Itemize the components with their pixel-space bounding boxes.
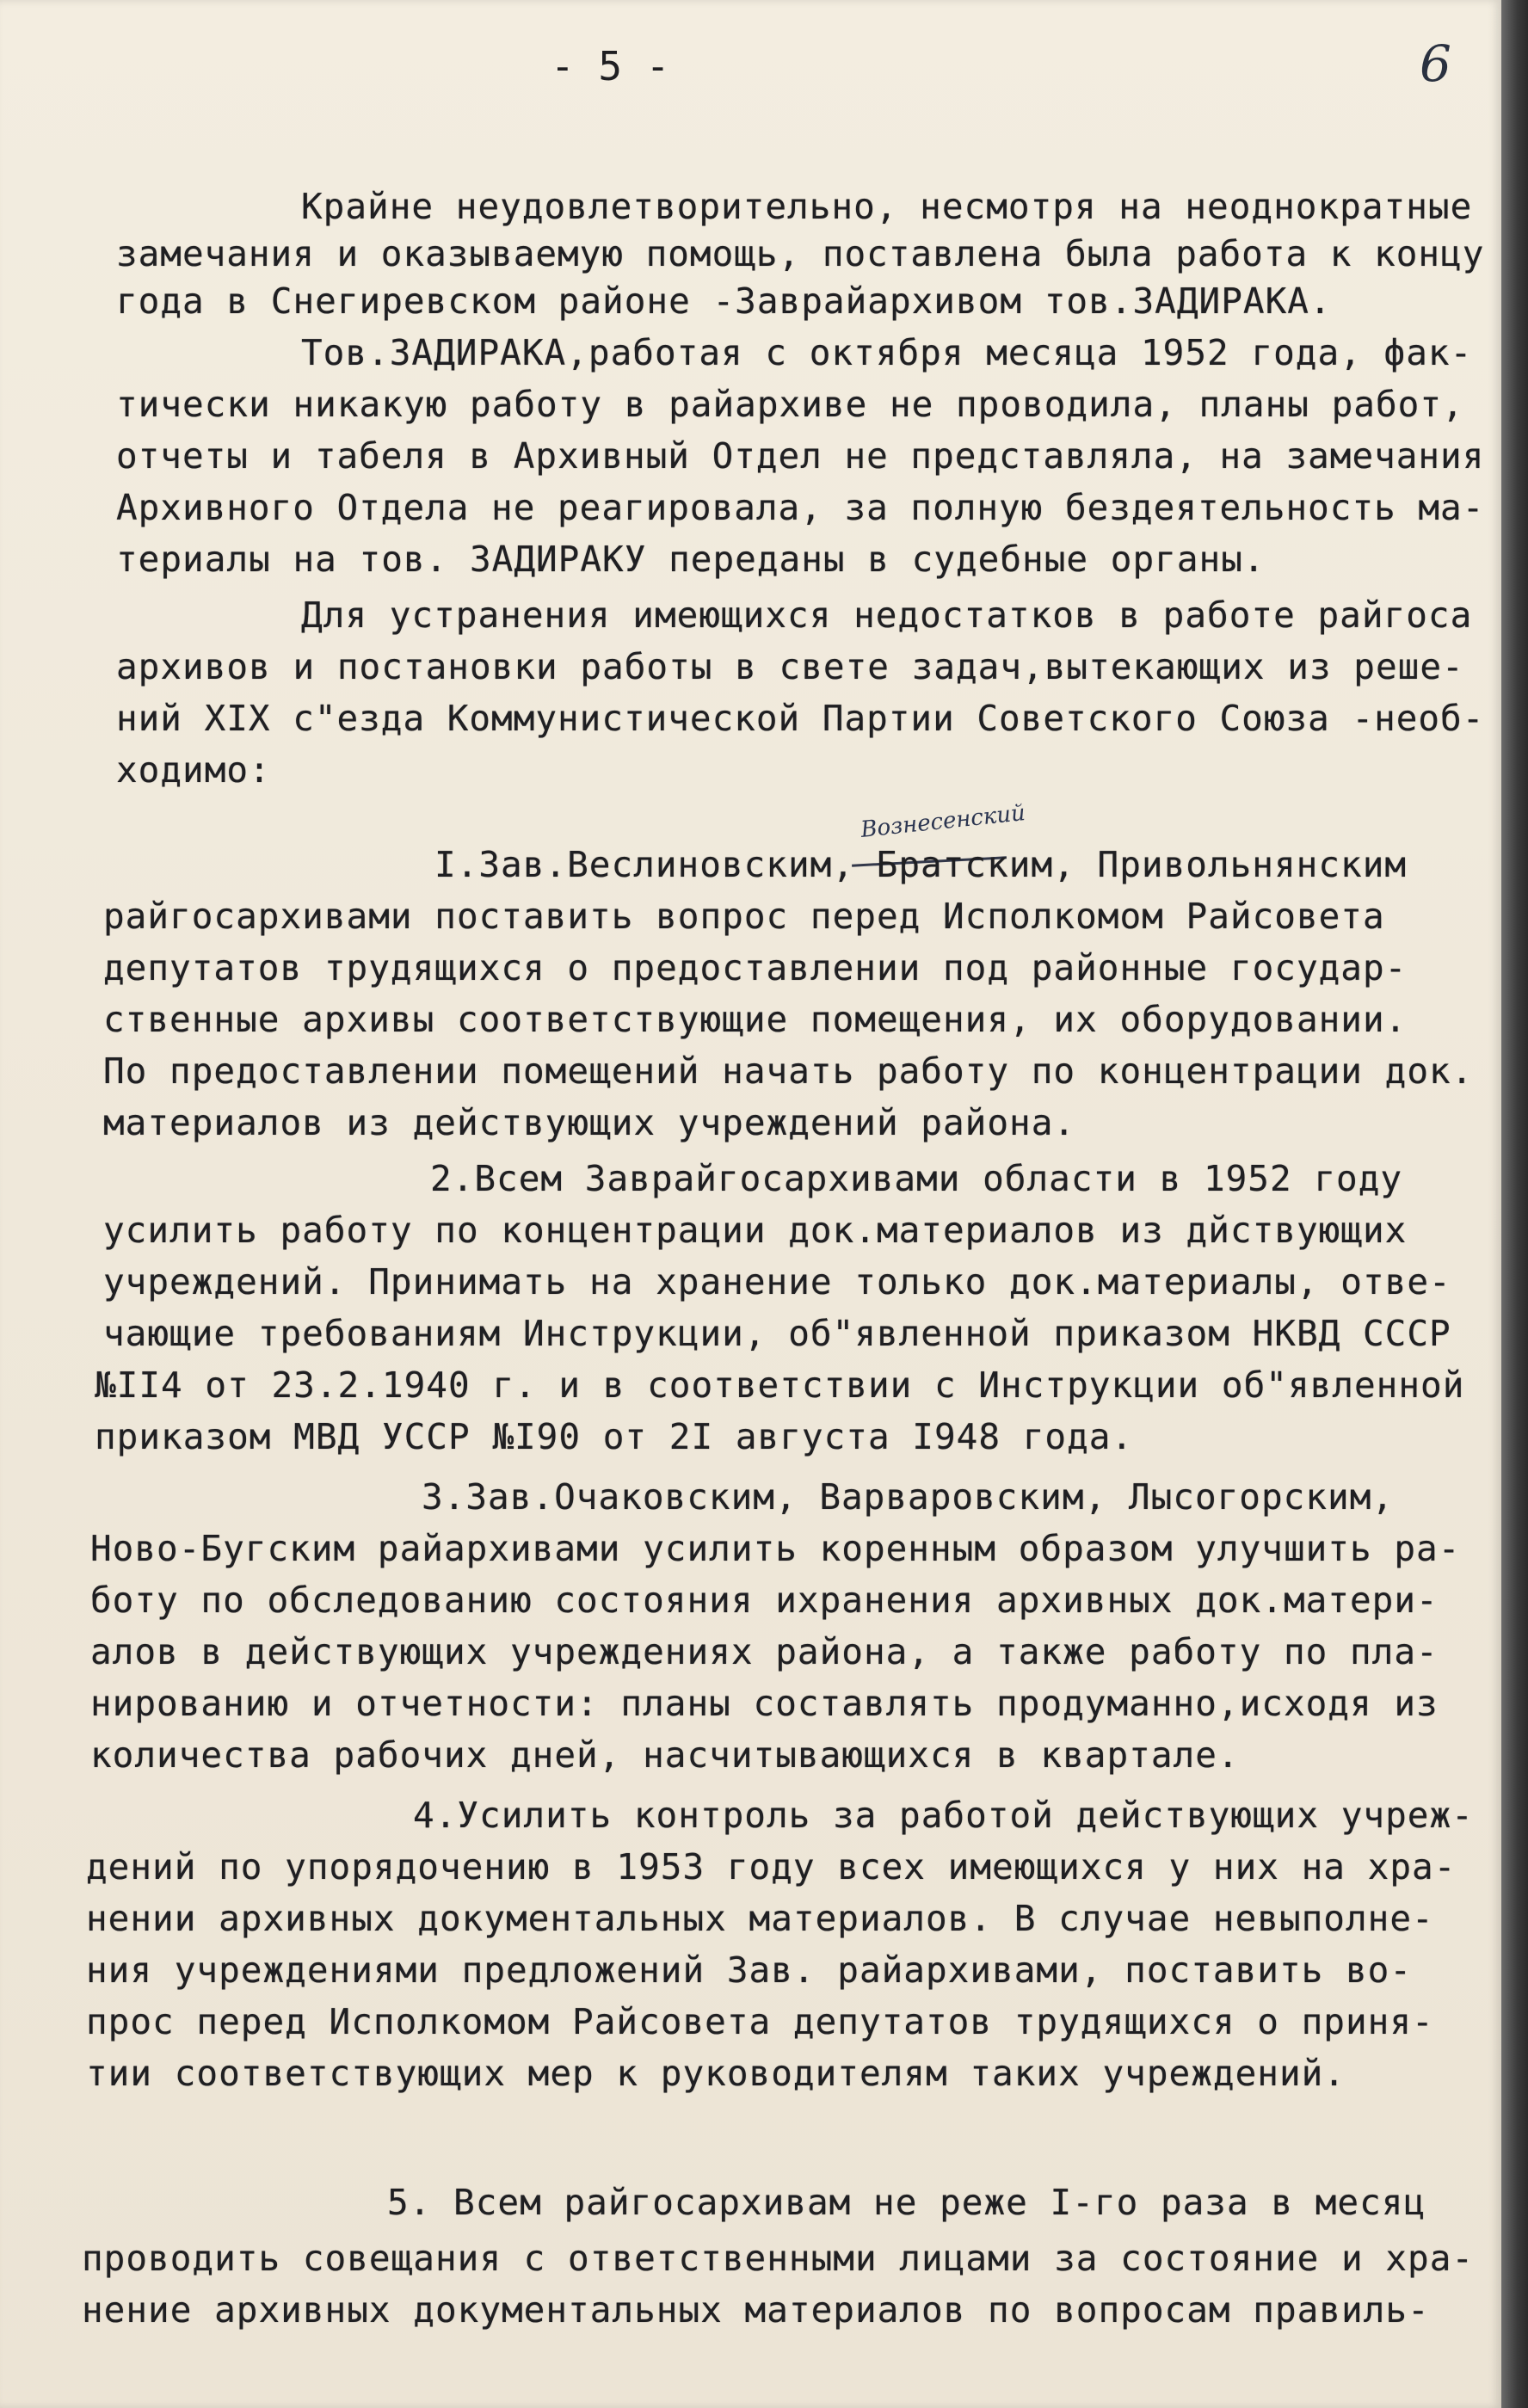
- text-line: алов в действующих учреждениях района, а также работу по пла-: [90, 1631, 1439, 1672]
- text-line: Для устранения имеющихся недостатков в работе райгоса: [301, 594, 1473, 636]
- text-line: года в Снегиревском районе -Завpайархивом тов.ЗАДИРАКА.: [116, 280, 1332, 322]
- typed-page-number: - 5 -: [551, 43, 670, 89]
- text-line: отчеты и табеля в Архивный Отдел не представляла, на замечания: [116, 435, 1485, 477]
- text-line: учреждений. Принимать на хранение только док.материалы, отве-: [103, 1261, 1451, 1303]
- text-line: териалы на тов. ЗАДИРАКУ переданы в судебные органы.: [116, 539, 1266, 580]
- text-line: Архивного Отдела не реагировала, за полную бездеятельность ма-: [116, 487, 1485, 528]
- text-line: ходимо:: [116, 749, 271, 791]
- text-line: I.Зав.Веслиновским, Братским, Привольнянским: [434, 844, 1408, 885]
- text-line: тически никакую работу в райархиве не проводила, планы работ,: [116, 384, 1464, 425]
- text-line: депутатов трудящихся о предоставлении под районные государ-: [103, 947, 1408, 988]
- text-line: приказом МВД УССР №I90 от 2I августа I948 года.: [95, 1416, 1134, 1457]
- text-line: материалов из действующих учреждений района.: [103, 1102, 1076, 1143]
- text-line: количества рабочих дней, насчитывающихся в квартале.: [90, 1734, 1240, 1776]
- text-line: ственные архивы соответствующие помещения, их оборудовании.: [103, 999, 1408, 1040]
- handwritten-insertion: Вознесенский: [859, 800, 1027, 843]
- text-line: ний XIX с"езда Коммунистической Партии Советского Союза -необ-: [116, 698, 1485, 739]
- text-line: тии соответствующих мер к руководителям таких учреждений.: [86, 2053, 1346, 2094]
- text-line: По предоставлении помещений начать работу по концентрации док.: [103, 1050, 1474, 1092]
- text-line: усилить работу по концентрации док.материалов из дйствующих: [103, 1210, 1408, 1251]
- text-line: чающие требованиям Инструкции, об"явленной приказом НКВД СССР: [103, 1313, 1451, 1354]
- text-line: №II4 от 23.2.1940 г. и в соответствии с Инструкции об"явленной: [95, 1364, 1465, 1406]
- text-line: замечания и оказываемую помощь, поставлена была работа к концу: [116, 233, 1485, 274]
- text-line: ния учреждениями предложений Зав. райархивами, поставить во-: [86, 1949, 1413, 1991]
- text-line: Тов.ЗАДИРАКА,работая с октября месяца 1952 года, фак-: [301, 332, 1473, 373]
- text-line: 4.Усилить контроль за работой действующих учреж-: [413, 1795, 1474, 1836]
- text-line: прос перед Исполкомом Райсовета депутатов трудящихся о приня-: [86, 2001, 1434, 2042]
- text-line: нении архивных документальных материалов. В случае невыполне-: [86, 1898, 1434, 1939]
- text-line: архивов и постановки работы в свете задач,вытекающих из реше-: [116, 646, 1464, 687]
- text-line: боту по обследованию состояния ихранения архивных док.матери-: [90, 1580, 1439, 1621]
- handwritten-page-number: 6: [1420, 34, 1451, 93]
- text-line: Ново-Бугским райархивами усилить коренным образом улучшить ра-: [90, 1528, 1461, 1569]
- text-line: 2.Всем Завpайгосархивами области в 1952 году: [430, 1158, 1403, 1199]
- text-line: проводить совещания с ответственными лицами за состояние и хра-: [82, 2238, 1475, 2279]
- scan-edge: [1501, 0, 1528, 2408]
- text-line: 3.Зав.Очаковским, Варваровским, Лысогорским,: [422, 1476, 1395, 1518]
- text-line: дений по упорядочению в 1953 году всех имеющихся у них на хра-: [86, 1846, 1457, 1888]
- text-line: Крайне неудовлетворительно, несмотря на неоднократные: [301, 186, 1473, 227]
- text-line: райгосархивами поставить вопрос перед Исполкомом Райсовета: [103, 896, 1385, 937]
- text-line: 5. Всем райгосархивам не реже I-го раза в месяц: [387, 2182, 1426, 2223]
- text-line: нение архивных документальных материалов по вопросам правиль-: [82, 2289, 1430, 2331]
- text-line: нированию и отчетности: планы составлять продуманно,исходя из: [90, 1683, 1439, 1724]
